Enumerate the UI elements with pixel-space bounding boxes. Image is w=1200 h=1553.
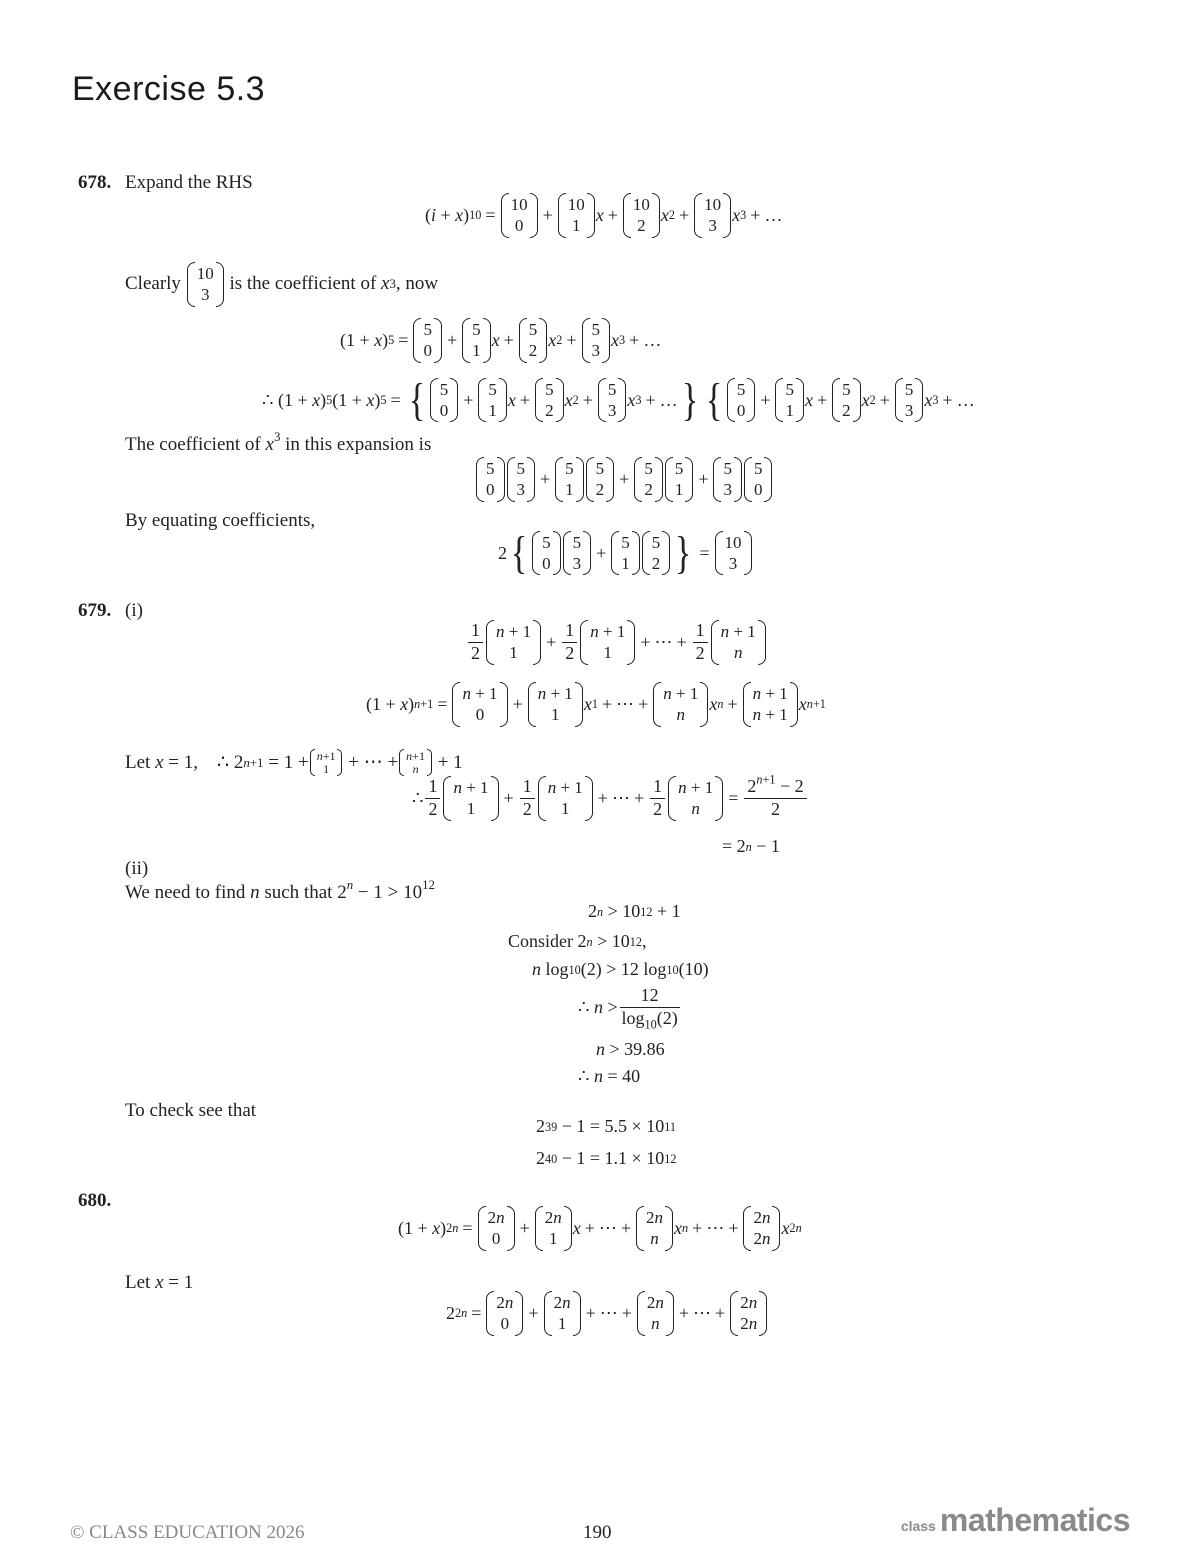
let-x-equals-1-line: Let x = 1, ∴ 2 n+1 = 1 + n+1 1 + ⋯ + n+1 n + 1 <box>125 749 463 776</box>
question-number-678: 678. <box>78 172 112 193</box>
coefficient-line-end: in this expansion is <box>285 434 432 455</box>
clearly-line: Clearly 10 3 is the coefficient of x 3 , now <box>125 262 438 307</box>
equation-half-sum: 1 2 n + 1 1 + $\frac{1}{2}$ n + 1 1 + ⋯ + $\frac{1}{2}$ n + 1 n <box>466 620 767 665</box>
equation-log: n log 10 (2) > 12 log 10 (10) <box>532 959 709 979</box>
need-end-label: such that <box>264 882 333 903</box>
equation-equated: 2 { 5 0 5 3 + 5 1 5 2 } = 10 3 <box>498 530 753 576</box>
equation-1-plus-x-5: (1 + x ) 5 = 5 0 + 5 1 x + 5 2 x 2 + 5 3 x 3 + … <box>340 318 661 363</box>
equation-2n-gt: 2 n > 10 12 + 1 <box>588 901 681 921</box>
consider-label: Consider <box>508 931 573 951</box>
part-ii-label: (ii) <box>125 858 149 879</box>
equation-check-40: 2 40 − 1 = 1.1 × 10 12 <box>536 1148 677 1168</box>
equation-n-gt-value: n > 39.86 <box>596 1039 665 1059</box>
equation-2n-minus-1: = 2 n − 1 <box>722 836 780 856</box>
equation-n-gt-fraction: ∴ n > 12 $\log_{10}(2)$ <box>578 985 678 1031</box>
equation-n-equals: ∴ n = 40 <box>578 1066 641 1086</box>
question-number-680: 680. <box>78 1190 112 1211</box>
now-label: , now <box>395 273 439 295</box>
check-value-1: 5.5 × 10 <box>604 1116 665 1136</box>
let-label-680: Let <box>125 1272 151 1293</box>
part-i-label: (i) <box>125 600 143 621</box>
equation-1-plus-x-2n: (1 + x ) 2n = 2n 0 + 2n 1 x + ⋯ + 2n n x n + ⋯ + 2n 2n x 2n <box>398 1206 802 1251</box>
copyright: © CLASS EDUCATION 2026 <box>70 1522 305 1543</box>
check-value-2: 1.1 × 10 <box>604 1148 665 1168</box>
equation-1-plus-x-n-plus-1: (1 + x ) n+1 = n + 1 0 + n + 1 1 x 1 + ⋯ + n + 1 n x n + n + 1 n + 1 x n+1 <box>366 682 826 727</box>
brand-logo <box>901 1502 1130 1539</box>
equation-2-2n: 2 2n = 2n 0 + 2n 1 + ⋯ + 2n n + ⋯ + 2n 2n <box>446 1291 768 1336</box>
coefficient-line: The coefficient of $x^3$ in this expansion is <box>125 428 432 455</box>
coefficient-label: is the coefficient of <box>229 273 377 295</box>
equation-consider: Consider 2 n > 10 12 , <box>508 931 647 951</box>
coefficient-line-start: The coefficient of <box>125 434 261 455</box>
equation-i-plus-x-10: ( i + x ) 10 = 10 0 + 10 1 x + 10 2 x 2 + 10 3 x 3 + … <box>425 193 782 238</box>
question-number-679: 679. <box>78 600 112 621</box>
equation-coefficient-sum: 5 0 5 3 + 5 1 5 2 + 5 2 5 1 + 5 3 5 0 <box>475 457 773 502</box>
clearly-label: Clearly <box>125 273 181 295</box>
need-label: We need to find <box>125 882 246 903</box>
equation-check-39: 2 39 − 1 = 5.5 × 10 11 <box>536 1116 676 1136</box>
equating-label: By equating coefficients, <box>125 510 316 531</box>
logo-small-text: class <box>900 1518 936 1534</box>
n-answer: 40 <box>622 1066 641 1086</box>
check-label: To check see that <box>125 1100 257 1121</box>
page-title: Exercise 5.3 <box>72 70 266 108</box>
q678-intro: Expand the RHS <box>125 172 253 193</box>
need-line: We need to find n such that $2^n - 1 > 10^{12}$ <box>125 876 435 903</box>
page-number: 190 <box>583 1522 612 1543</box>
equation-product-expansion: ∴ (1 + x ) 5 (1 + x ) 5 = { 5 0 + 5 1 x + 5 2 x 2 + 5 3 x 3 + … } { 5 0 + 5 1 x + 5 2 x 2 + 5 3 x 3 + … <box>262 374 975 425</box>
let-x-1-line: Let x = 1 <box>125 1272 194 1293</box>
equation-half-sum-result: ∴ 1 2 n + 1 1 + $\frac{1}{2}$ n + 1 1 + ⋯ + $\frac{1}{2}$ n + 1 n = $\frac{2^{n+1} - 2}{2}$ <box>412 776 809 821</box>
n-lower-bound: 39.86 <box>624 1039 665 1059</box>
let-label: Let <box>125 751 151 773</box>
logo-big-text: mathematics <box>939 1502 1130 1538</box>
